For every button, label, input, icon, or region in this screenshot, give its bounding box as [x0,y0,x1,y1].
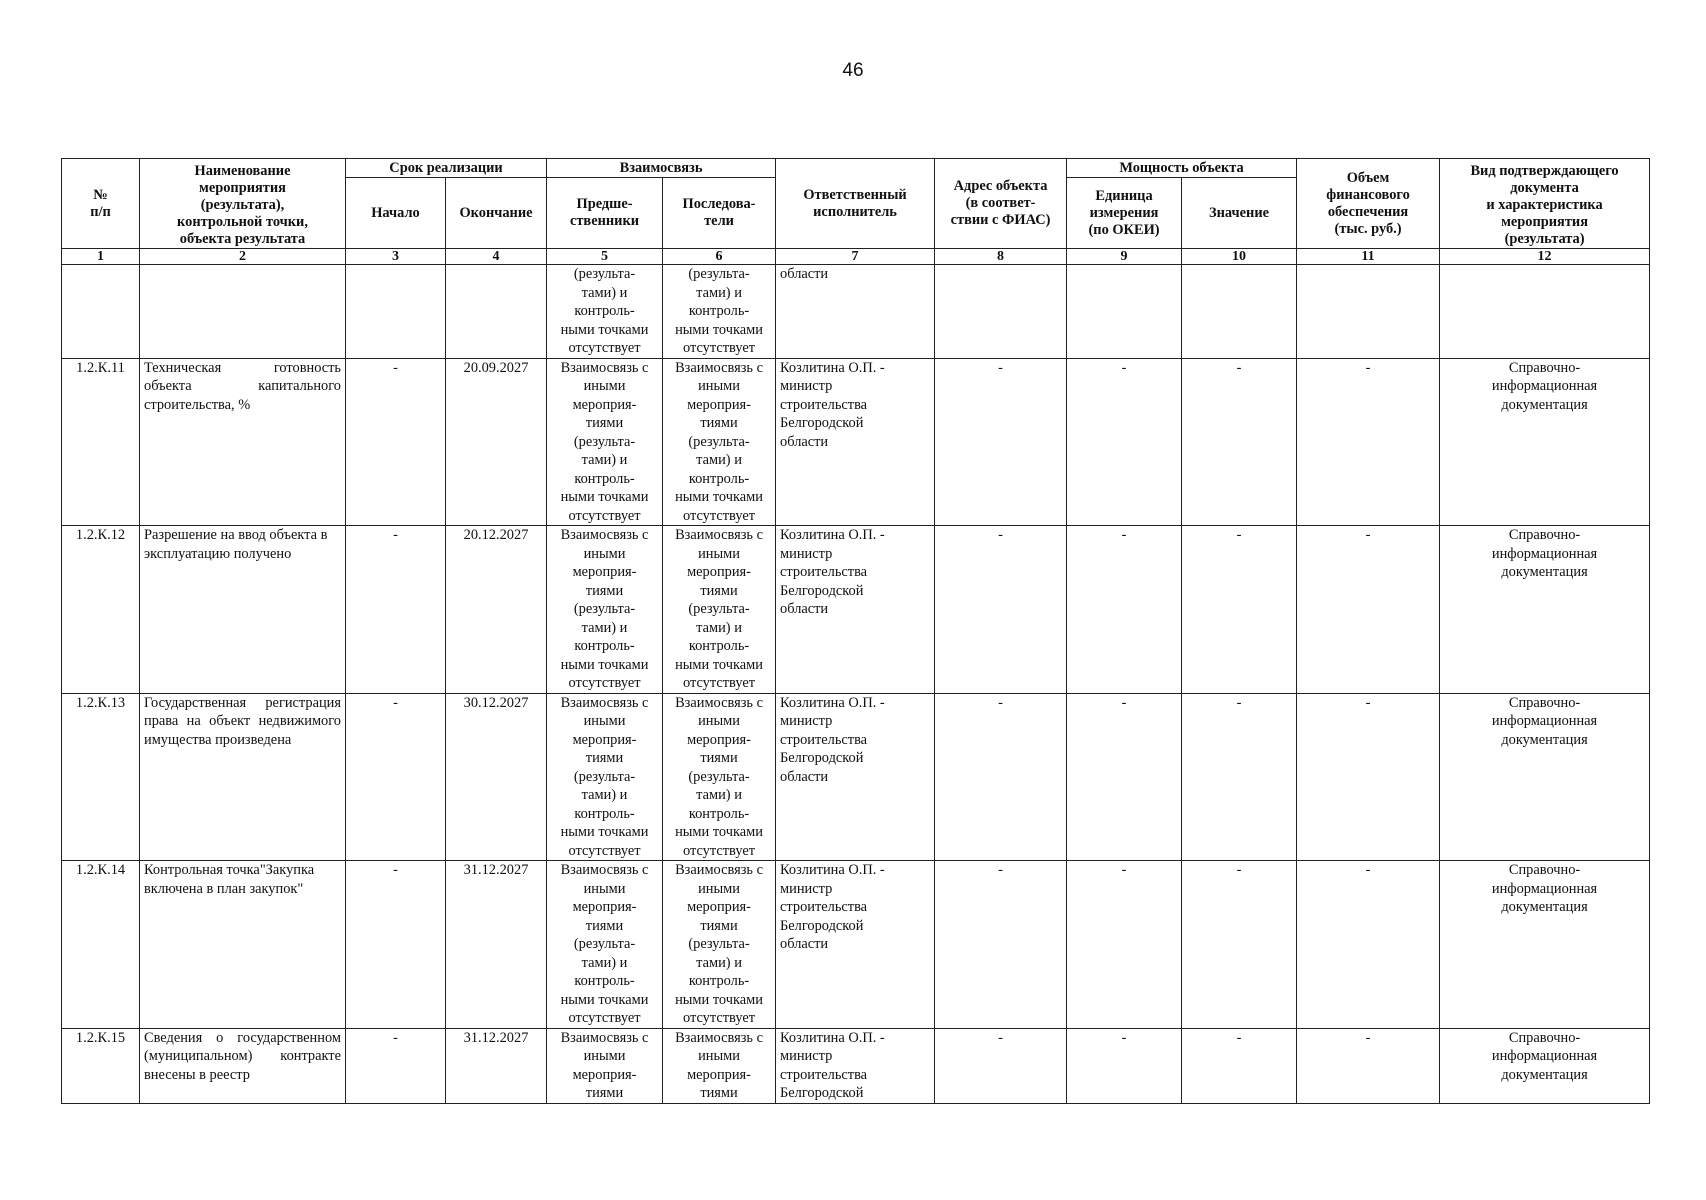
cell-value: - [1182,526,1297,694]
cell-end: 31.12.2027 [446,861,547,1029]
cell-predecessors: Взаимосвязь с иными мероприя- тиями (результа- тами) и контроль- ными точками отсутствует [547,693,663,861]
cell-predecessors: Взаимосвязь с иными мероприя- тиями (результа- тами) и контроль- ными точками отсутствует [547,861,663,1029]
cell-successors: Взаимосвязь с иными мероприя- тиями (результа- тами) и контроль- ными точками отсутствует [663,526,776,694]
cell-num: 1.2.К.12 [62,526,140,694]
column-number: 2 [140,249,346,265]
cell-address: - [935,693,1067,861]
cell-name: Государственная регистрация права на объект недвижимого имущества произведена [140,693,346,861]
cell-unit: - [1067,1028,1182,1103]
cell-end: 20.12.2027 [446,526,547,694]
cell-finance: - [1297,1028,1440,1103]
column-number: 10 [1182,249,1297,265]
table-row [62,526,1650,694]
cell-document: Справочно- информационная документация [1440,358,1650,526]
column-number: 12 [1440,249,1650,265]
cell-address: - [935,1028,1067,1103]
cell-start: - [346,358,446,526]
cell-start: - [346,1028,446,1103]
cell-name [140,265,346,359]
cell-document: Справочно- информационная документация [1440,861,1650,1029]
page-number: 46 [842,60,864,81]
cell-document [1440,265,1650,359]
cell-start: - [346,526,446,694]
plan-table [61,158,1650,1104]
header-unit: Единица измерения (по ОКЕИ) [1067,178,1182,249]
header-predecessors: Предше- ственники [547,178,663,249]
cell-document: Справочно- информационная документация [1440,693,1650,861]
table-row [62,693,1650,861]
cell-successors: Взаимосвязь с иными мероприя- тиями [663,1028,776,1103]
header-start: Начало [346,178,446,249]
cell-value: - [1182,358,1297,526]
header-document: Вид подтверждающего документа и характеристика мероприятия (результата) [1440,159,1650,249]
cell-unit [1067,265,1182,359]
header-value: Значение [1182,178,1297,249]
cell-num: 1.2.К.13 [62,693,140,861]
column-number: 1 [62,249,140,265]
cell-name: Сведения о государственном (муниципальном) контракте внесены в реестр [140,1028,346,1103]
cell-value: - [1182,861,1297,1029]
cell-unit: - [1067,693,1182,861]
cell-responsible: Козлитина О.П. - министр строительства Белгородской [776,1028,935,1103]
cell-address: - [935,526,1067,694]
cell-document: Справочно- информационная документация [1440,1028,1650,1103]
cell-value: - [1182,693,1297,861]
header-name: Наименование мероприятия (результата), контрольной точки, объекта результата [140,159,346,249]
header-period-group: Срок реализации [346,159,547,178]
cell-num: 1.2.К.15 [62,1028,140,1103]
cell-responsible: Козлитина О.П. - министр строительства Белгородской области [776,526,935,694]
cell-end: 31.12.2027 [446,1028,547,1103]
header-link-group: Взаимосвязь [547,159,776,178]
cell-predecessors: (результа- тами) и контроль- ными точками отсутствует [547,265,663,359]
cell-num: 1.2.К.14 [62,861,140,1029]
cell-name: Разрешение на ввод объекта в эксплуатацию получено [140,526,346,694]
cell-document: Справочно- информационная документация [1440,526,1650,694]
column-number: 6 [663,249,776,265]
cell-num [62,265,140,359]
column-number-row [62,249,1650,265]
cell-address: - [935,861,1067,1029]
cell-predecessors: Взаимосвязь с иными мероприя- тиями [547,1028,663,1103]
cell-successors: Взаимосвязь с иными мероприя- тиями (результа- тами) и контроль- ными точками отсутствует [663,861,776,1029]
table-header [62,159,1650,265]
cell-finance: - [1297,358,1440,526]
cell-unit: - [1067,861,1182,1029]
header-end: Окончание [446,178,547,249]
cell-start: - [346,861,446,1029]
table-row [62,861,1650,1029]
column-number: 7 [776,249,935,265]
header-responsible: Ответственный исполнитель [776,159,935,249]
cell-predecessors: Взаимосвязь с иными мероприя- тиями (результа- тами) и контроль- ными точками отсутствует [547,526,663,694]
cell-successors: (результа- тами) и контроль- ными точками отсутствует [663,265,776,359]
header-power-group: Мощность объекта [1067,159,1297,178]
header-successors: Последова- тели [663,178,776,249]
cell-unit: - [1067,358,1182,526]
cell-finance: - [1297,526,1440,694]
column-number: 11 [1297,249,1440,265]
table-row [62,358,1650,526]
cell-num: 1.2.К.11 [62,358,140,526]
cell-address [935,265,1067,359]
cell-address: - [935,358,1067,526]
column-number: 5 [547,249,663,265]
column-number: 3 [346,249,446,265]
cell-unit: - [1067,526,1182,694]
continuation-row [62,265,1650,359]
cell-responsible: Козлитина О.П. - министр строительства Белгородской области [776,358,935,526]
cell-value: - [1182,1028,1297,1103]
column-number: 9 [1067,249,1182,265]
cell-start: - [346,693,446,861]
cell-responsible: Козлитина О.П. - министр строительства Белгородской области [776,861,935,1029]
cell-value [1182,265,1297,359]
cell-name: Контрольная точка"Закупка включена в план закупок" [140,861,346,1029]
header-finance: Объем финансового обеспечения (тыс. руб.) [1297,159,1440,249]
cell-finance: - [1297,861,1440,1029]
header-num: № п/п [62,159,140,249]
cell-predecessors: Взаимосвязь с иными мероприя- тиями (результа- тами) и контроль- ными точками отсутствует [547,358,663,526]
cell-name: Техническая готовность объекта капитального строительства, % [140,358,346,526]
cell-end: 20.09.2027 [446,358,547,526]
cell-end: 30.12.2027 [446,693,547,861]
cell-responsible: области [776,265,935,359]
table-row [62,1028,1650,1103]
column-number: 4 [446,249,547,265]
header-address: Адрес объекта (в соответ- ствии с ФИАС) [935,159,1067,249]
cell-end [446,265,547,359]
cell-finance: - [1297,693,1440,861]
column-number: 8 [935,249,1067,265]
cell-start [346,265,446,359]
cell-successors: Взаимосвязь с иными мероприя- тиями (результа- тами) и контроль- ными точками отсутствует [663,358,776,526]
cell-successors: Взаимосвязь с иными мероприя- тиями (результа- тами) и контроль- ными точками отсутствует [663,693,776,861]
cell-responsible: Козлитина О.П. - министр строительства Белгородской области [776,693,935,861]
cell-finance [1297,265,1440,359]
